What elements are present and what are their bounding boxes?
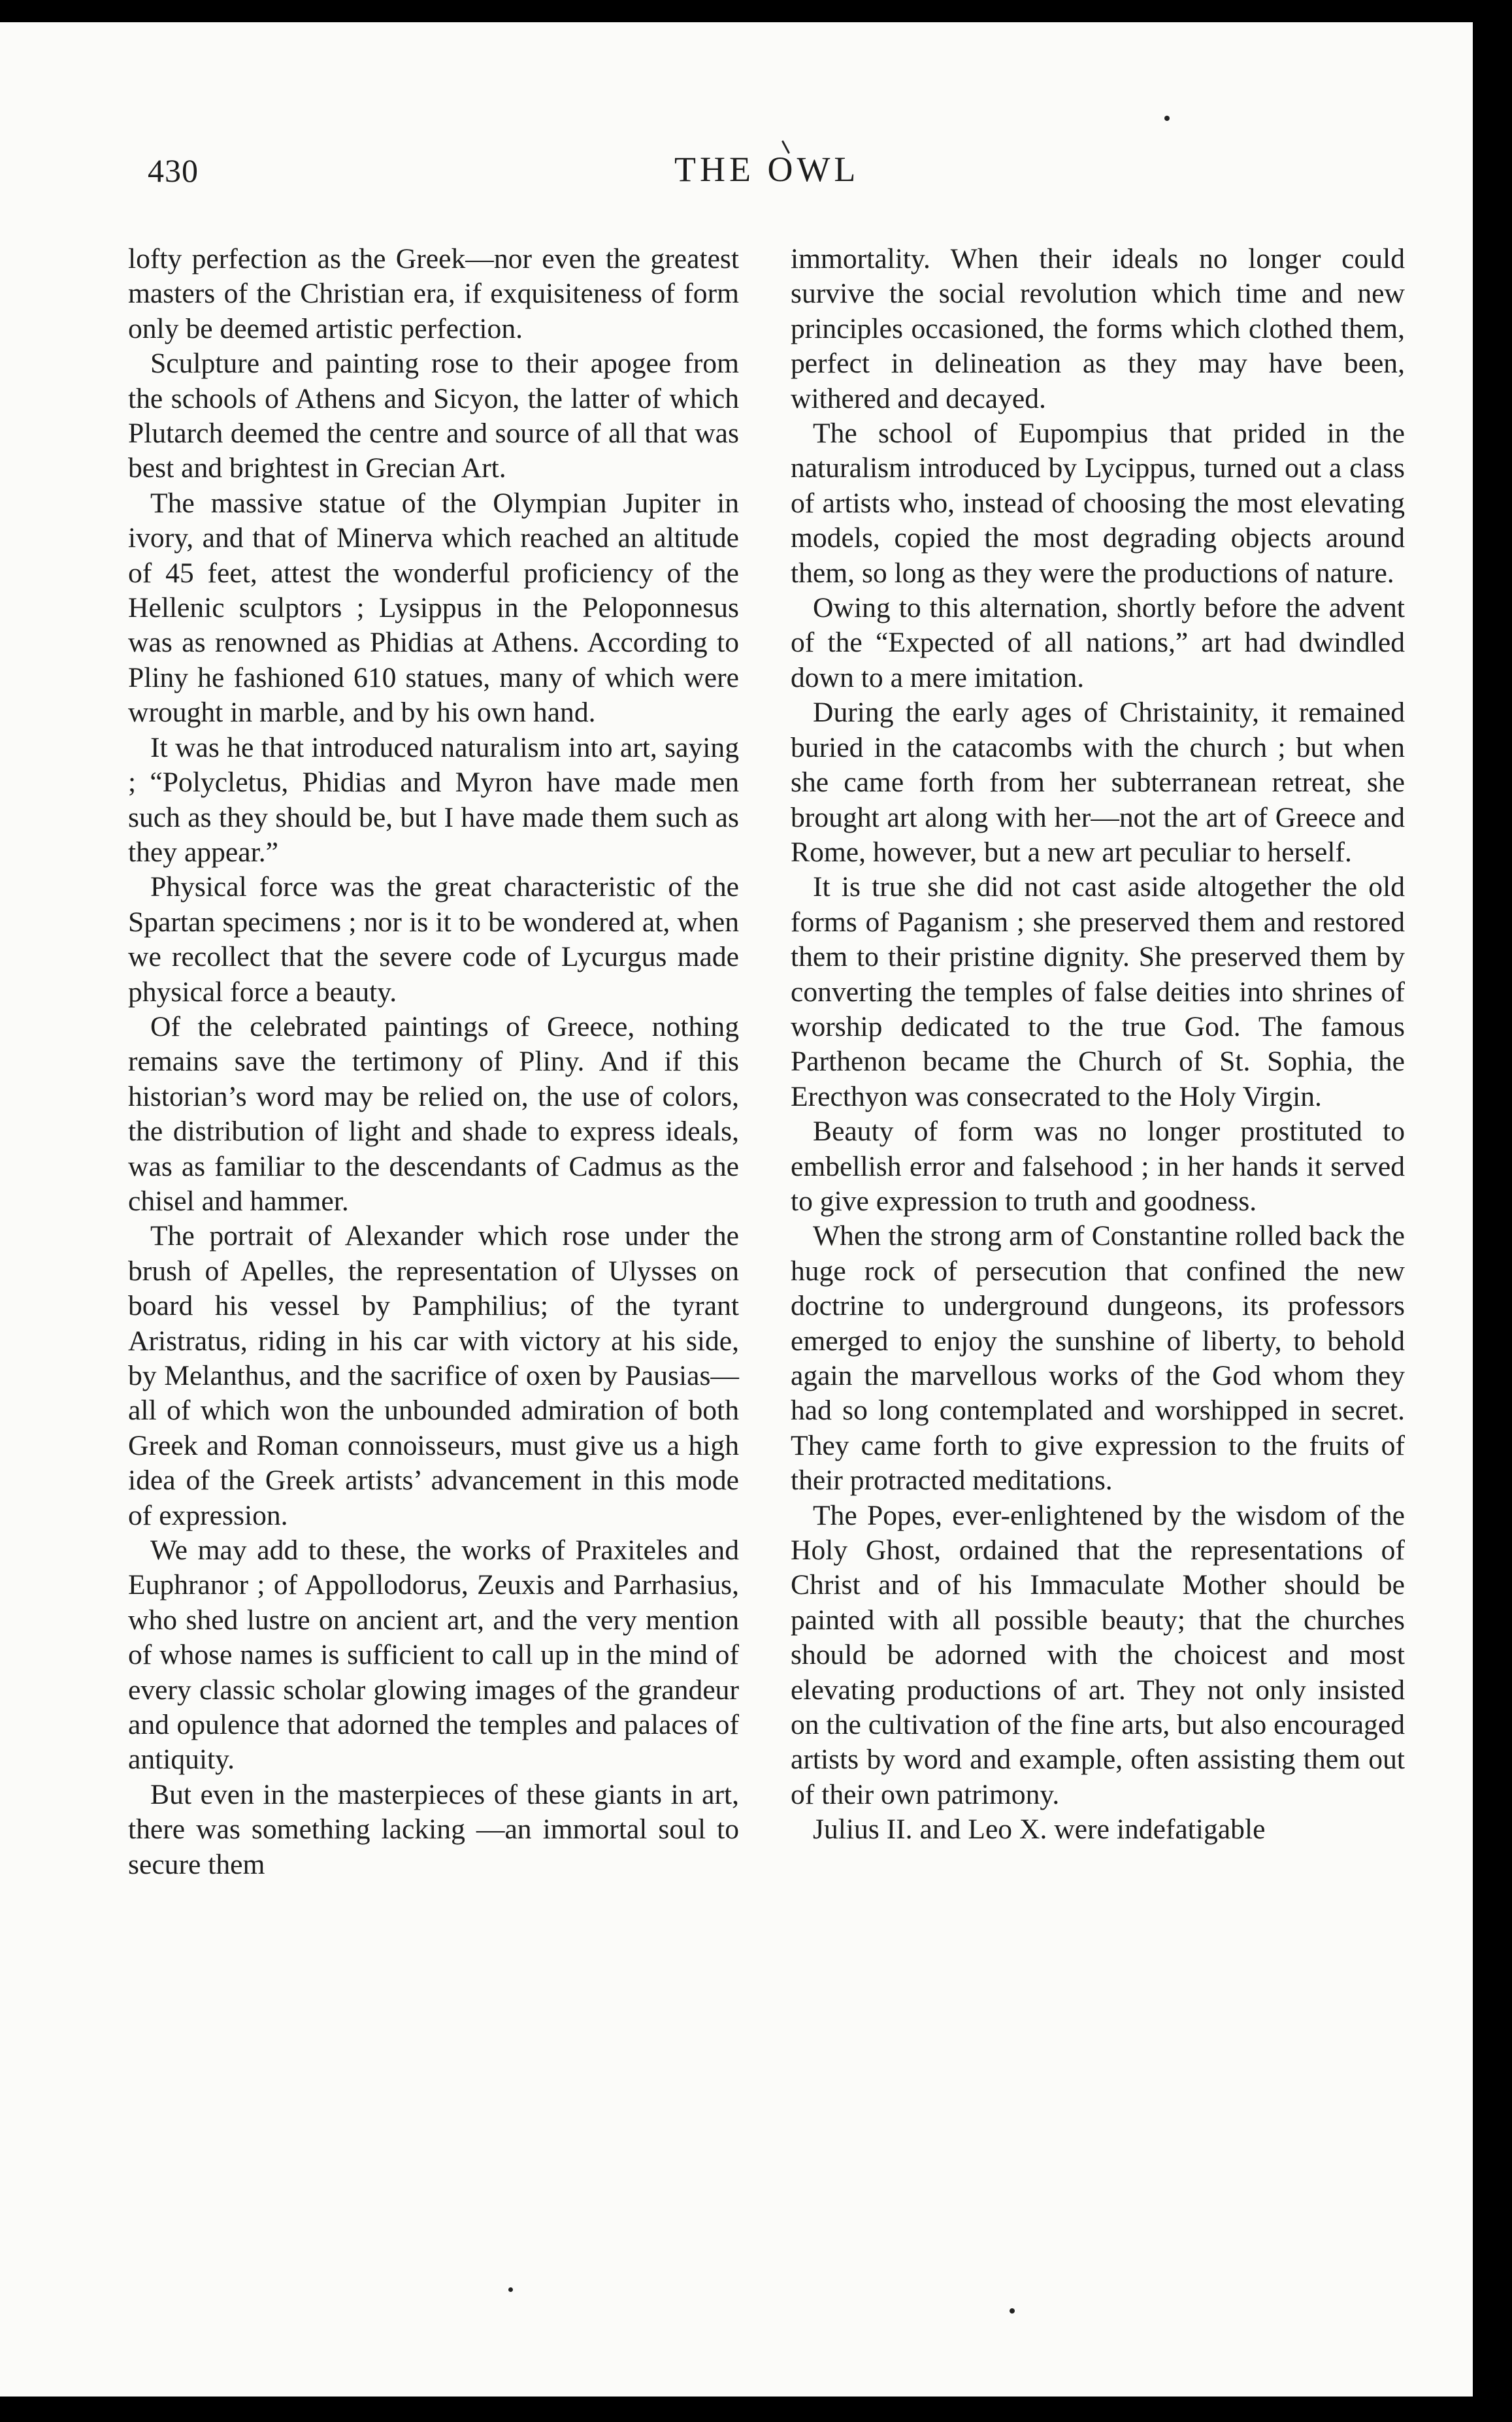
right-text-column <box>791 242 1405 1848</box>
paragraph-right-3: Owing to this alternation, shortly before the advent of the “Expected of all nations,” art had dwindled down to a mere imitation. <box>791 592 1405 693</box>
paragraph-right-8: The Popes, ever-enlightened by the wisdom of the Holy Ghost, ordained that the representations of Christ and of his Immaculate Mother should be painted with all possible beauty; that the churches should be adorned with the choicest and most elevating productions of art. They not only insisted on the cultivation of the fine arts, but also encouraged artists by word and example, often assisting them out of their own patrimony. <box>791 1499 1405 1810</box>
scan-speck-top <box>1164 116 1170 121</box>
scan-speck-bottom-left <box>508 2287 513 2292</box>
paragraph-left-6: Of the celebrated paintings of Greece, nothing remains save the tertimony of Pliny. And if this historian’s word may be relied on, the use of colors, the distribution of light and shade to express ideals, was as familiar to the descendants of Cadmus as the chisel and hammer. <box>128 1010 739 1217</box>
paragraph-left-5: Physical force was the great characteristic of the Spartan specimens ; nor is it to be wondered at, when we recollect that the severe code of Lycurgus made physical force a beauty. <box>128 871 739 1008</box>
left-text-column <box>128 242 739 1882</box>
paragraph-left-9: But even in the masterpieces of these giants in art, there was something lacking —an immortal soul to secure them <box>128 1778 739 1880</box>
paragraph-left-8: We may add to these, the works of Praxiteles and Euphranor ; of Appollodorus, Zeuxis and Parrhasius, who shed lustre on ancient art, and the very mention of whose names is sufficient to call up in the mind of every classic scholar glowing images of the grandeur and opulence that adorned the temples and palaces of antiquity. <box>128 1534 739 1776</box>
paragraph-right-9: Julius II. and Leo X. were indefatigable <box>813 1814 1266 1846</box>
paragraph-right-7: When the strong arm of Constantine rolled back the huge rock of persecution that confined the new doctrine to underground dungeons, its professors emerged to enjoy the sunshine of liberty, to behold again the marvellous works of the God whom they had so long contemplated and worshipped in secret. They came forth to give expression to the fruits of their protracted meditations. <box>791 1220 1405 1497</box>
scan-border-right <box>1474 1686 1512 2418</box>
paragraph-right-1: immortality. When their ideals no longer could survive the social revolution which time and new principles occasioned, the forms which clothed them, perfect in delineation as they may have been, withered and decayed. <box>791 243 1405 414</box>
paragraph-right-5: It is true she did not cast aside altogether the old forms of Paganism ; she preserved them and restored them to their pristine dignity. She preserved them by converting the temples of false deities into shrines of worship dedicated to the true God. The famous Parthenon became the Church of St. Sophia, the Erecthyon was consecrated to the Holy Virgin. <box>791 871 1405 1112</box>
paragraph-right-4: During the early ages of Christainity, it remained buried in the catacombs with the church ; but when she came forth from her subterranean retreat, she brought art along with her—not the art of Greece and Rome, however, but a new art peculiar to herself. <box>791 697 1405 868</box>
paragraph-right-2: The school of Eupompius that prided in the naturalism introduced by Lycippus, turned out a class of artists who, instead of choosing the most elevating models, copied the most degrading objects around them, so long as they were the productions of nature. <box>791 418 1405 589</box>
paragraph-left-7: The portrait of Alexander which rose under the brush of Apelles, the representation of Ulysses on board his vessel by Pamphilius; of the tyrant Aristratus, riding in his car with victory at his side, by Melanthus, and the sacrifice of oxen by Pausias—all of which won the unbounded admiration of both Greek and Roman connoisseurs, must give us a high idea of the Greek artists’ advancement in this mode of expression. <box>128 1220 739 1531</box>
page-header <box>0 150 1473 213</box>
paragraph-left-1: lofty perfection as the Greek—nor even the greatest masters of the Christian era, if exquisiteness of form only be deemed artistic perfection. <box>128 243 739 344</box>
scan-speck-bottom-right <box>1010 2308 1015 2314</box>
scanned-book-page <box>0 22 1473 2397</box>
paragraph-left-3: The massive statue of the Olympian Jupiter in ivory, and that of Minerva which reached an altitude of 45 feet, attest the wonderful proficiency of the Hellenic sculptors ; Lysippus in the Peloponnesus was as renowned as Phidias at Athens. According to Pliny he fashioned 610 statues, many of which were wrought in marble, and by his own hand. <box>128 487 739 729</box>
paragraph-right-6: Beauty of form was no longer prostituted to embellish error and falsehood ; in her hands it served to give expression to truth and goodness. <box>791 1116 1405 1217</box>
paragraph-left-2: Sculpture and painting rose to their apogee from the schools of Athens and Sicyon, the latter of which Plutarch deemed the centre and source of all that was best and brightest in Grecian Art. <box>128 348 739 484</box>
paragraph-left-4: It was he that introduced naturalism into art, saying ; “Polycletus, Phidias and Myron have made men such as they should be, but I have made them such as they appear.” <box>128 731 739 868</box>
page-number: 430 <box>148 152 199 189</box>
running-title: THE OWL <box>674 150 860 189</box>
